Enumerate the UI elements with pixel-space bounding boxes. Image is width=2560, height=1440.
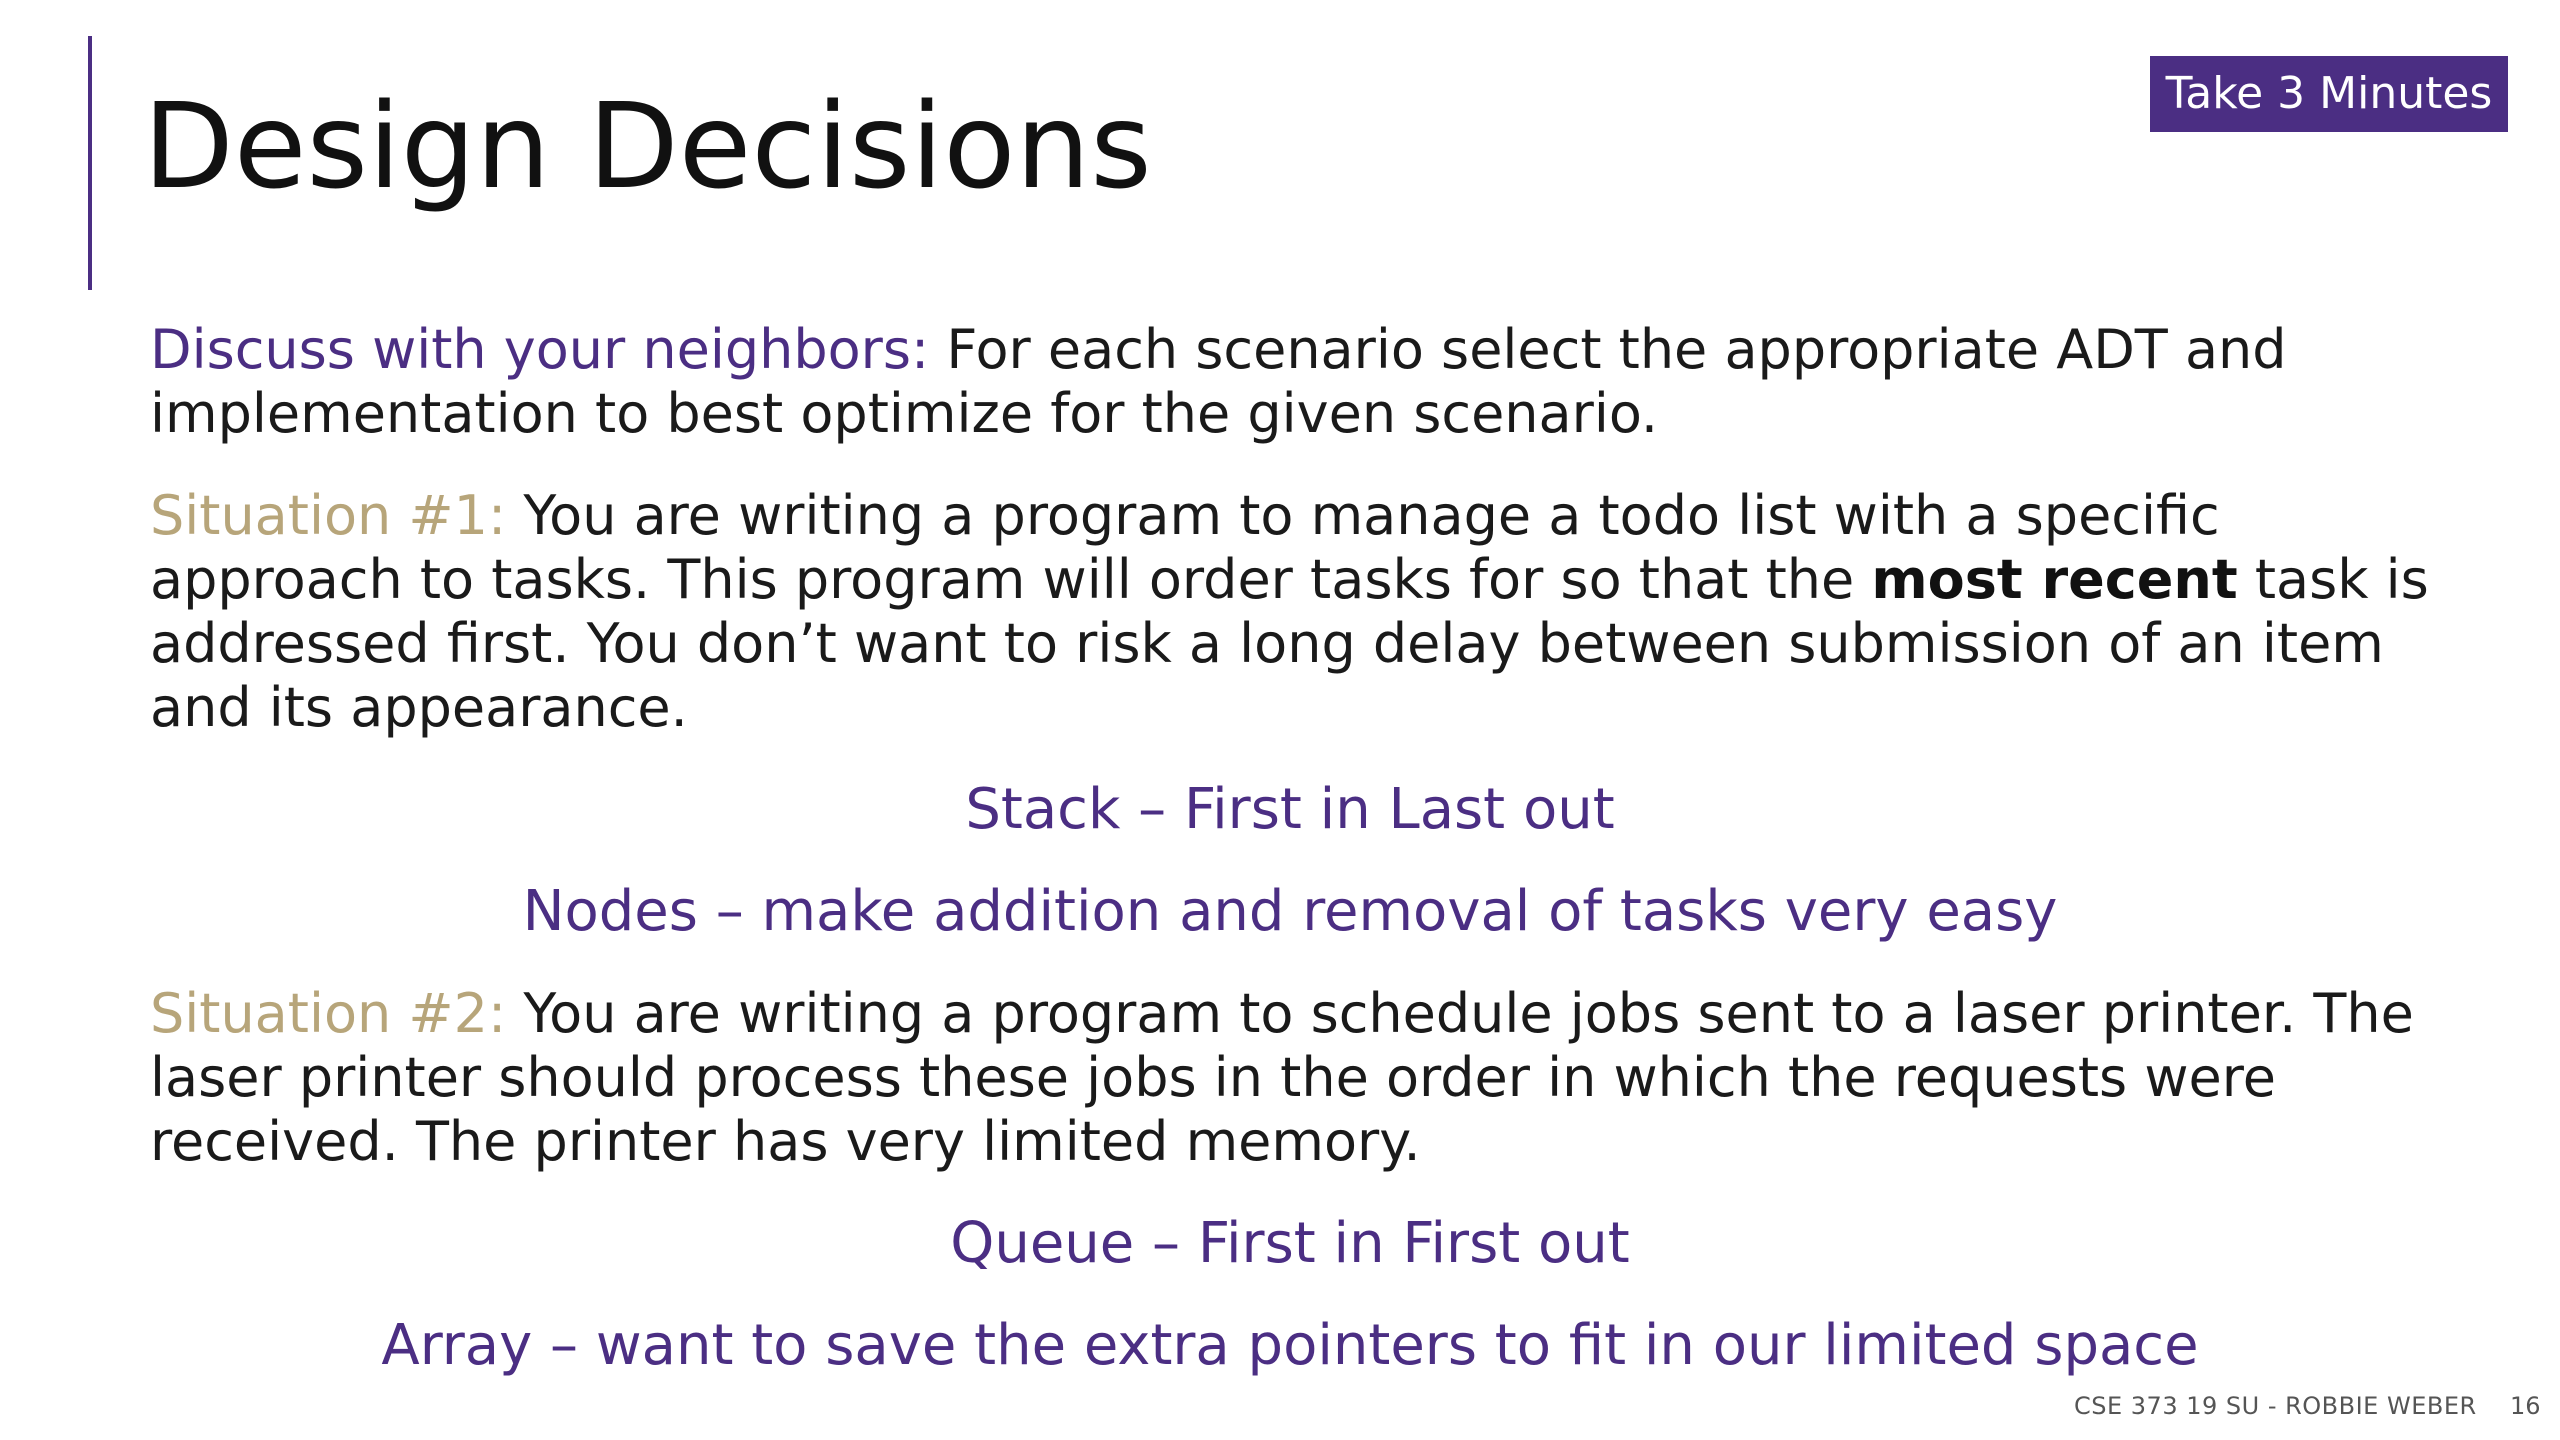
situation-2-answer-implementation: Array – want to save the extra pointers to fit in our limited space	[381, 1313, 2199, 1378]
discuss-label: Discuss with your neighbors:	[150, 318, 930, 381]
title-accent-bar	[88, 36, 92, 290]
slide-title: Design Decisions	[143, 77, 1152, 215]
situation-1-text-after: task is addressed first. You don’t want to risk a long delay between submission of an item and its appearance.	[150, 548, 2429, 739]
situation-1-text-before: You are writing a program to manage a todo list with a specific approach to tasks. This program will order tasks for so that the	[150, 484, 2220, 611]
discuss-paragraph	[150, 318, 2430, 446]
situation-2-label: Situation #2:	[150, 982, 507, 1045]
situation-1-answer-adt: Stack – First in Last out	[965, 777, 1615, 842]
situation-2-paragraph	[150, 982, 2430, 1174]
slide-number: 16	[2510, 1392, 2541, 1420]
situation-1-answer-implementation: Nodes – make addition and removal of tasks very easy	[522, 879, 2058, 944]
situation-1-label: Situation #1:	[150, 484, 507, 547]
footer-course: CSE 373 19 SU - ROBBIE WEBER	[2074, 1392, 2477, 1420]
situation-1-paragraph	[150, 484, 2430, 740]
timer-badge: Take 3 Minutes	[2150, 56, 2508, 132]
situation-2-answer-adt: Queue – First in First out	[950, 1211, 1630, 1276]
slide-body	[150, 318, 2430, 1416]
situation-2-text: You are writing a program to schedule jobs sent to a laser printer. The laser printer should process these jobs in the order in which the requests were received. The printer has very limited memory.	[150, 982, 2414, 1173]
discuss-text: For each scenario select the appropriate ADT and implementation to best optimize for the given scenario.	[150, 318, 2287, 445]
situation-1-emphasis: most recent	[1871, 548, 2238, 611]
